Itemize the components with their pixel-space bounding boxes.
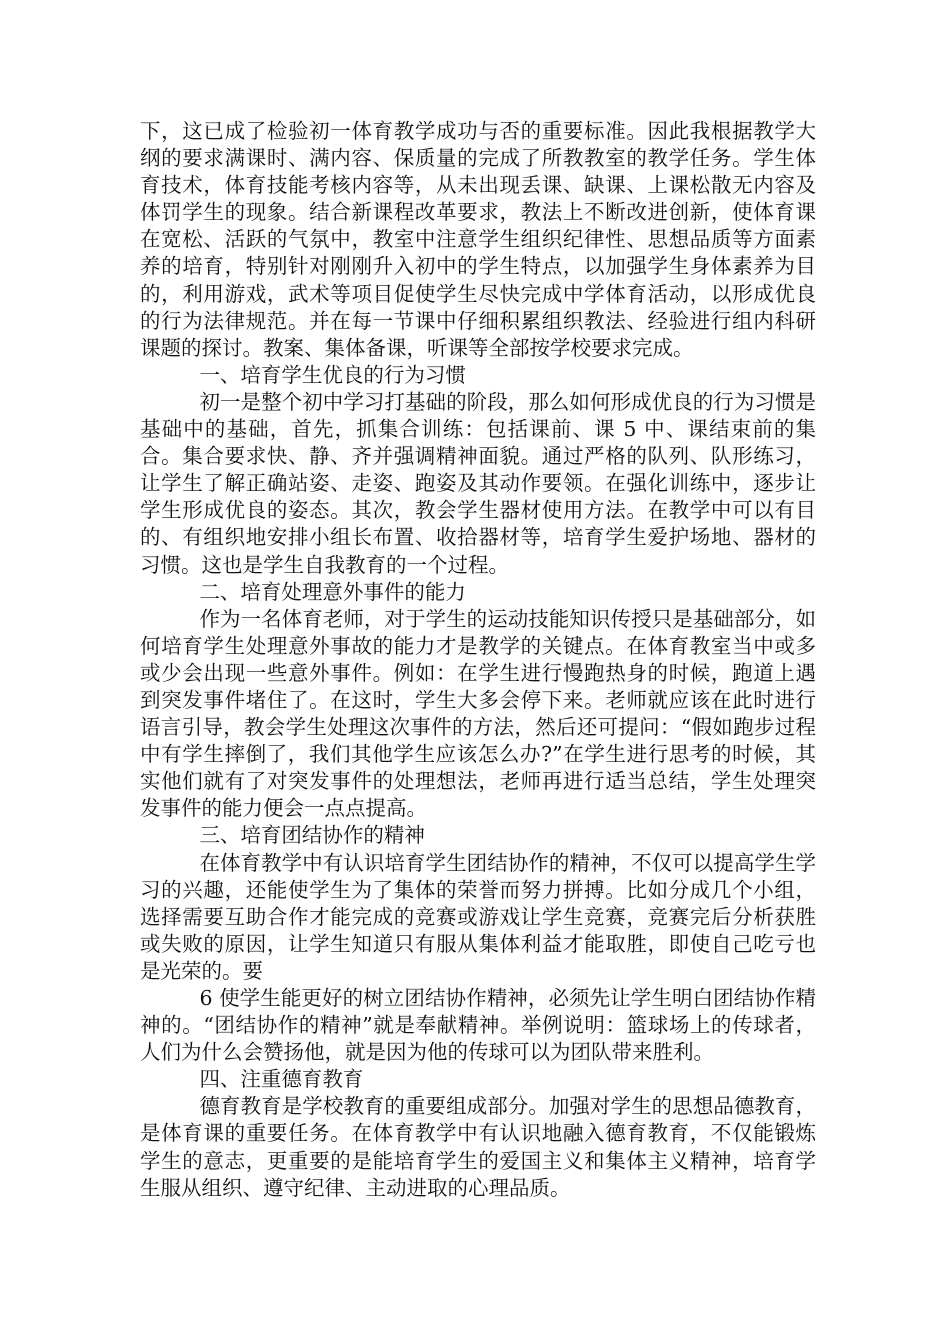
section-heading-2: 二、培育处理意外事件的能力 [199,579,466,604]
section-heading-1: 一、培育学生优良的行为习惯 [199,362,466,387]
paragraph-section-2: 作为一名体育老师，对于学生的运动技能知识传授只是基础部分，如何培育学生处理意外事故的能力才是教学的关键点。在体育教室当中或多或少会出现一些意外事件。例如：在学生进行慢跑热身的时候，跑道上遇到突发事件堵住了。在这时，学生大多会停下来。老师就应该在此时进行语言引导，教会学生处理这次事件的方法，然后还可提问：“假如跑步过程中有学生摔倒了，我们其他学生应该怎么办?”在学生进行思考的时候，其实他们就有了对突发事件的处理想法，老师再进行适当总结，学生处理突发事件的能力便会一点点提高。 [140,606,816,821]
section-heading-3: 三、培育团结协作的精神 [199,823,425,848]
paragraph-section-1: 初一是整个初中学习打基础的阶段，那么如何形成优良的行为习惯是基础中的基础，首先，抓集合训练：包括课前、课 5 中、课结束前的集合。集合要求快、静、齐并强调精神面貌。通过严格的队列、队形练习，让学生了解正确站姿、走姿、跑姿及其动作要领。在强化训练中，逐步让学生形成优良的姿态。其次，教会学生器材使用方法。在教学中可以有目的、有组织地安排小组长布置、收拾器材等，培育学生爱护场地、器材的习惯。这也是学生自我教育的一个过程。 [140,389,816,577]
paragraph-section-3a: 在体育教学中有认识培育学生团结协作的精神，不仅可以提高学生学习的兴趣，还能使学生为了集体的荣誉而努力拼搏。比如分成几个小组，选择需要互助合作才能完成的竞赛或游戏让学生竞赛，竞赛完后分析获胜或失败的原因，让学生知道只有服从集体利益才能取胜，即使自己吃亏也是光荣的。要 [140,850,816,983]
paragraph-intro-continuation: 下，这已成了检验初一体育教学成功与否的重要标准。因此我根据教学大纲的要求满课时、满内容、保质量的完成了所教教室的教学任务。学生体育技术，体育技能考核内容等，从未出现丢课、缺课、上课松散无内容及体罚学生的现象。结合新课程改革要求，教法上不断改进创新，使体育课在宽松、活跃的气氛中，教室中注意学生组织纪律性、思想品质等方面素养的培育，特别针对刚刚升入初中的学生特点，以加强学生身体素养为目的，利用游戏，武术等项目促使学生尽快完成中学体育活动，以形成优良的行为法律规范。并在每一节课中仔细积累组织教法、经验进行组内科研课题的探讨。教案、集体备课，听课等全部按学校要求完成。 [140,119,816,360]
paragraph-section-3b: 6 使学生能更好的树立团结协作精神，必须先让学生明白团结协作精神的。“团结协作的精神”就是奉献精神。举例说明：篮球场上的传球者，人们为什么会赞扬他，就是因为他的传球可以为团队带来胜利。 [140,986,816,1065]
document-body [140,118,816,1202]
section-heading-4: 四、注重德育教育 [199,1067,364,1092]
paragraph-section-4: 德育教育是学校教育的重要组成部分。加强对学生的思想品德教育，是体育课的重要任务。在体育教学中有认识地融入德育教育，不仅能锻炼学生的意志，更重要的是能培育学生的爱国主义和集体主义精神，培育学生服从组织、遵守纪律、主动进取的心理品质。 [140,1094,816,1200]
